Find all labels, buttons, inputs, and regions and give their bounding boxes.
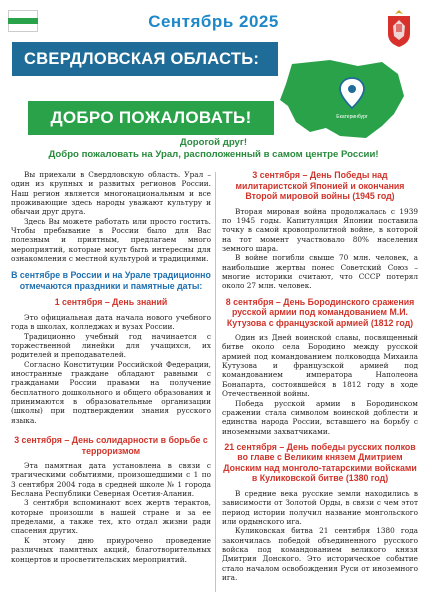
solidarity-day-paragraph: 3 сентября вспоминают всех жертв терактов, которые произошли в нашей стране и за ее пределами, а также тех, кто отдал жизни ради спасения других. — [11, 498, 211, 536]
knowledge-day-paragraph: Согласно Конституции Российской Федерации, иностранные граждане обладают равными с гражданами России правами на получение бесплатного дошкольного и общего образования и принимаются в образовательные организации (школы) при подтверждении знания русского языка. — [11, 359, 211, 425]
kulikovo-day-paragraph: В средние века русские земли находились в зависимости от Золотой Орды, в связи с чем этот период истории получил название монгольского или ордынского ига. — [222, 488, 418, 526]
solidarity-day-paragraph: К этому дню приурочено проведение различных памятных акций, благотворительных концертов и просветительских мероприятий. — [11, 535, 211, 564]
column-divider — [215, 172, 216, 592]
region-banner: СВЕРДЛОВСКАЯ ОБЛАСТЬ: — [12, 42, 278, 76]
map-city-label: Екатеринбург — [336, 114, 368, 120]
greeting-title: Дорогой друг! — [179, 137, 248, 148]
borodino-day-paragraph: Победа русской армии в Бородинском сражении стала символом воинской доблести и единства народа России, вставшего на борьбу с иноземными захватчиками. — [222, 398, 418, 436]
coat-of-arms-icon — [385, 8, 413, 48]
solidarity-day-paragraph: Эта памятная дата установлена в связи с трагическими событиями, произошедшими с 1 по 3 сентября 2004 года в средней школе № 1 города Беслана Республики Северная Осетия-Алания. — [11, 461, 211, 499]
kulikovo-day-heading: 21 сентября – День победы русских полков во главе с Великим князем Дмитрием Донским над монголо-татарскими войсками в Куликовской битве (1380 год) — [223, 441, 417, 484]
borodino-day-heading: 8 сентября – День Бородинского сражения русской армии под командованием М.И. Кутузова с французской армией (1812 год) — [225, 296, 415, 328]
victory-day-heading: 3 сентября – День Победы над милитаристской Японией и окончания Второй мировой войны (1945 год) — [235, 170, 405, 201]
month-title: Сентябрь 2025 — [148, 12, 279, 31]
intro-paragraph: Здесь Вы можете работать или просто гостить. Чтобы пребывание в России было для Вас полезным и приятным, предлагаем много мероприятий, которые могут быть интересны для ознакомления с местной культурой и традициями. — [11, 216, 211, 264]
left-column — [11, 170, 211, 564]
knowledge-day-heading: 1 сентября – День знаний — [54, 297, 168, 308]
knowledge-day-paragraph: Традиционно учебный год начинается с торжественной линейки для учащихся, их родителей и преподавателей. — [11, 331, 211, 360]
solidarity-day-heading: 3 сентября – День солидарности в борьбе с терроризмом — [14, 435, 208, 456]
welcome-banner: ДОБРО ПОЖАЛОВАТЬ! — [28, 101, 274, 135]
greeting-subtitle: Добро пожаловать на Урал, расположенный в самом центре России! — [48, 149, 379, 160]
kulikovo-day-paragraph: Куликовская битва 21 сентября 1380 года закончилась победой объединенного русского войска под командованием великого князя Дмитрия Донского. Это историческое событие стало началом освобождения Руси от иноземного ига. — [222, 526, 418, 582]
holidays-section-heading: В сентябре в России и на Урале традиционно отмечаются праздники и памятные даты: — [11, 270, 211, 291]
victory-day-paragraph: В войне погибли свыше 70 млн. человек, а наибольшие жертвы понес Советский Союз – многие историки считают, что СССР потерял около 27 млн. человек. — [222, 253, 418, 291]
right-column — [222, 170, 418, 582]
borodino-day-paragraph: Один из Дней воинской славы, посвященный битве около села Бородино между русской армией под командованием полководца Михаила Кутузова и французской армией под командованием императора Наполеона Бонапарта, состоявшейся в 1812 году в ходе Отечественной войны. — [222, 333, 418, 399]
intro-paragraph: Вы приехали в Свердловскую область. Урал – один из крупных и развитых регионов России. Наш регион является многонациональным и все проживающие здесь народы уважают культуру и обычаи друг друга. — [11, 170, 211, 217]
region-map-icon — [270, 56, 420, 142]
knowledge-day-paragraph: Это официальная дата начала нового учебного года в школах, колледжах и вузах России. — [11, 312, 211, 332]
victory-day-paragraph: Вторая мировая война продолжалась с 1939 по 1945 годы. Капитуляция Японии поставила точку в самой кровопролитной войне, в которой на тот момент участвовало 80% населения земного шара. — [222, 206, 418, 253]
